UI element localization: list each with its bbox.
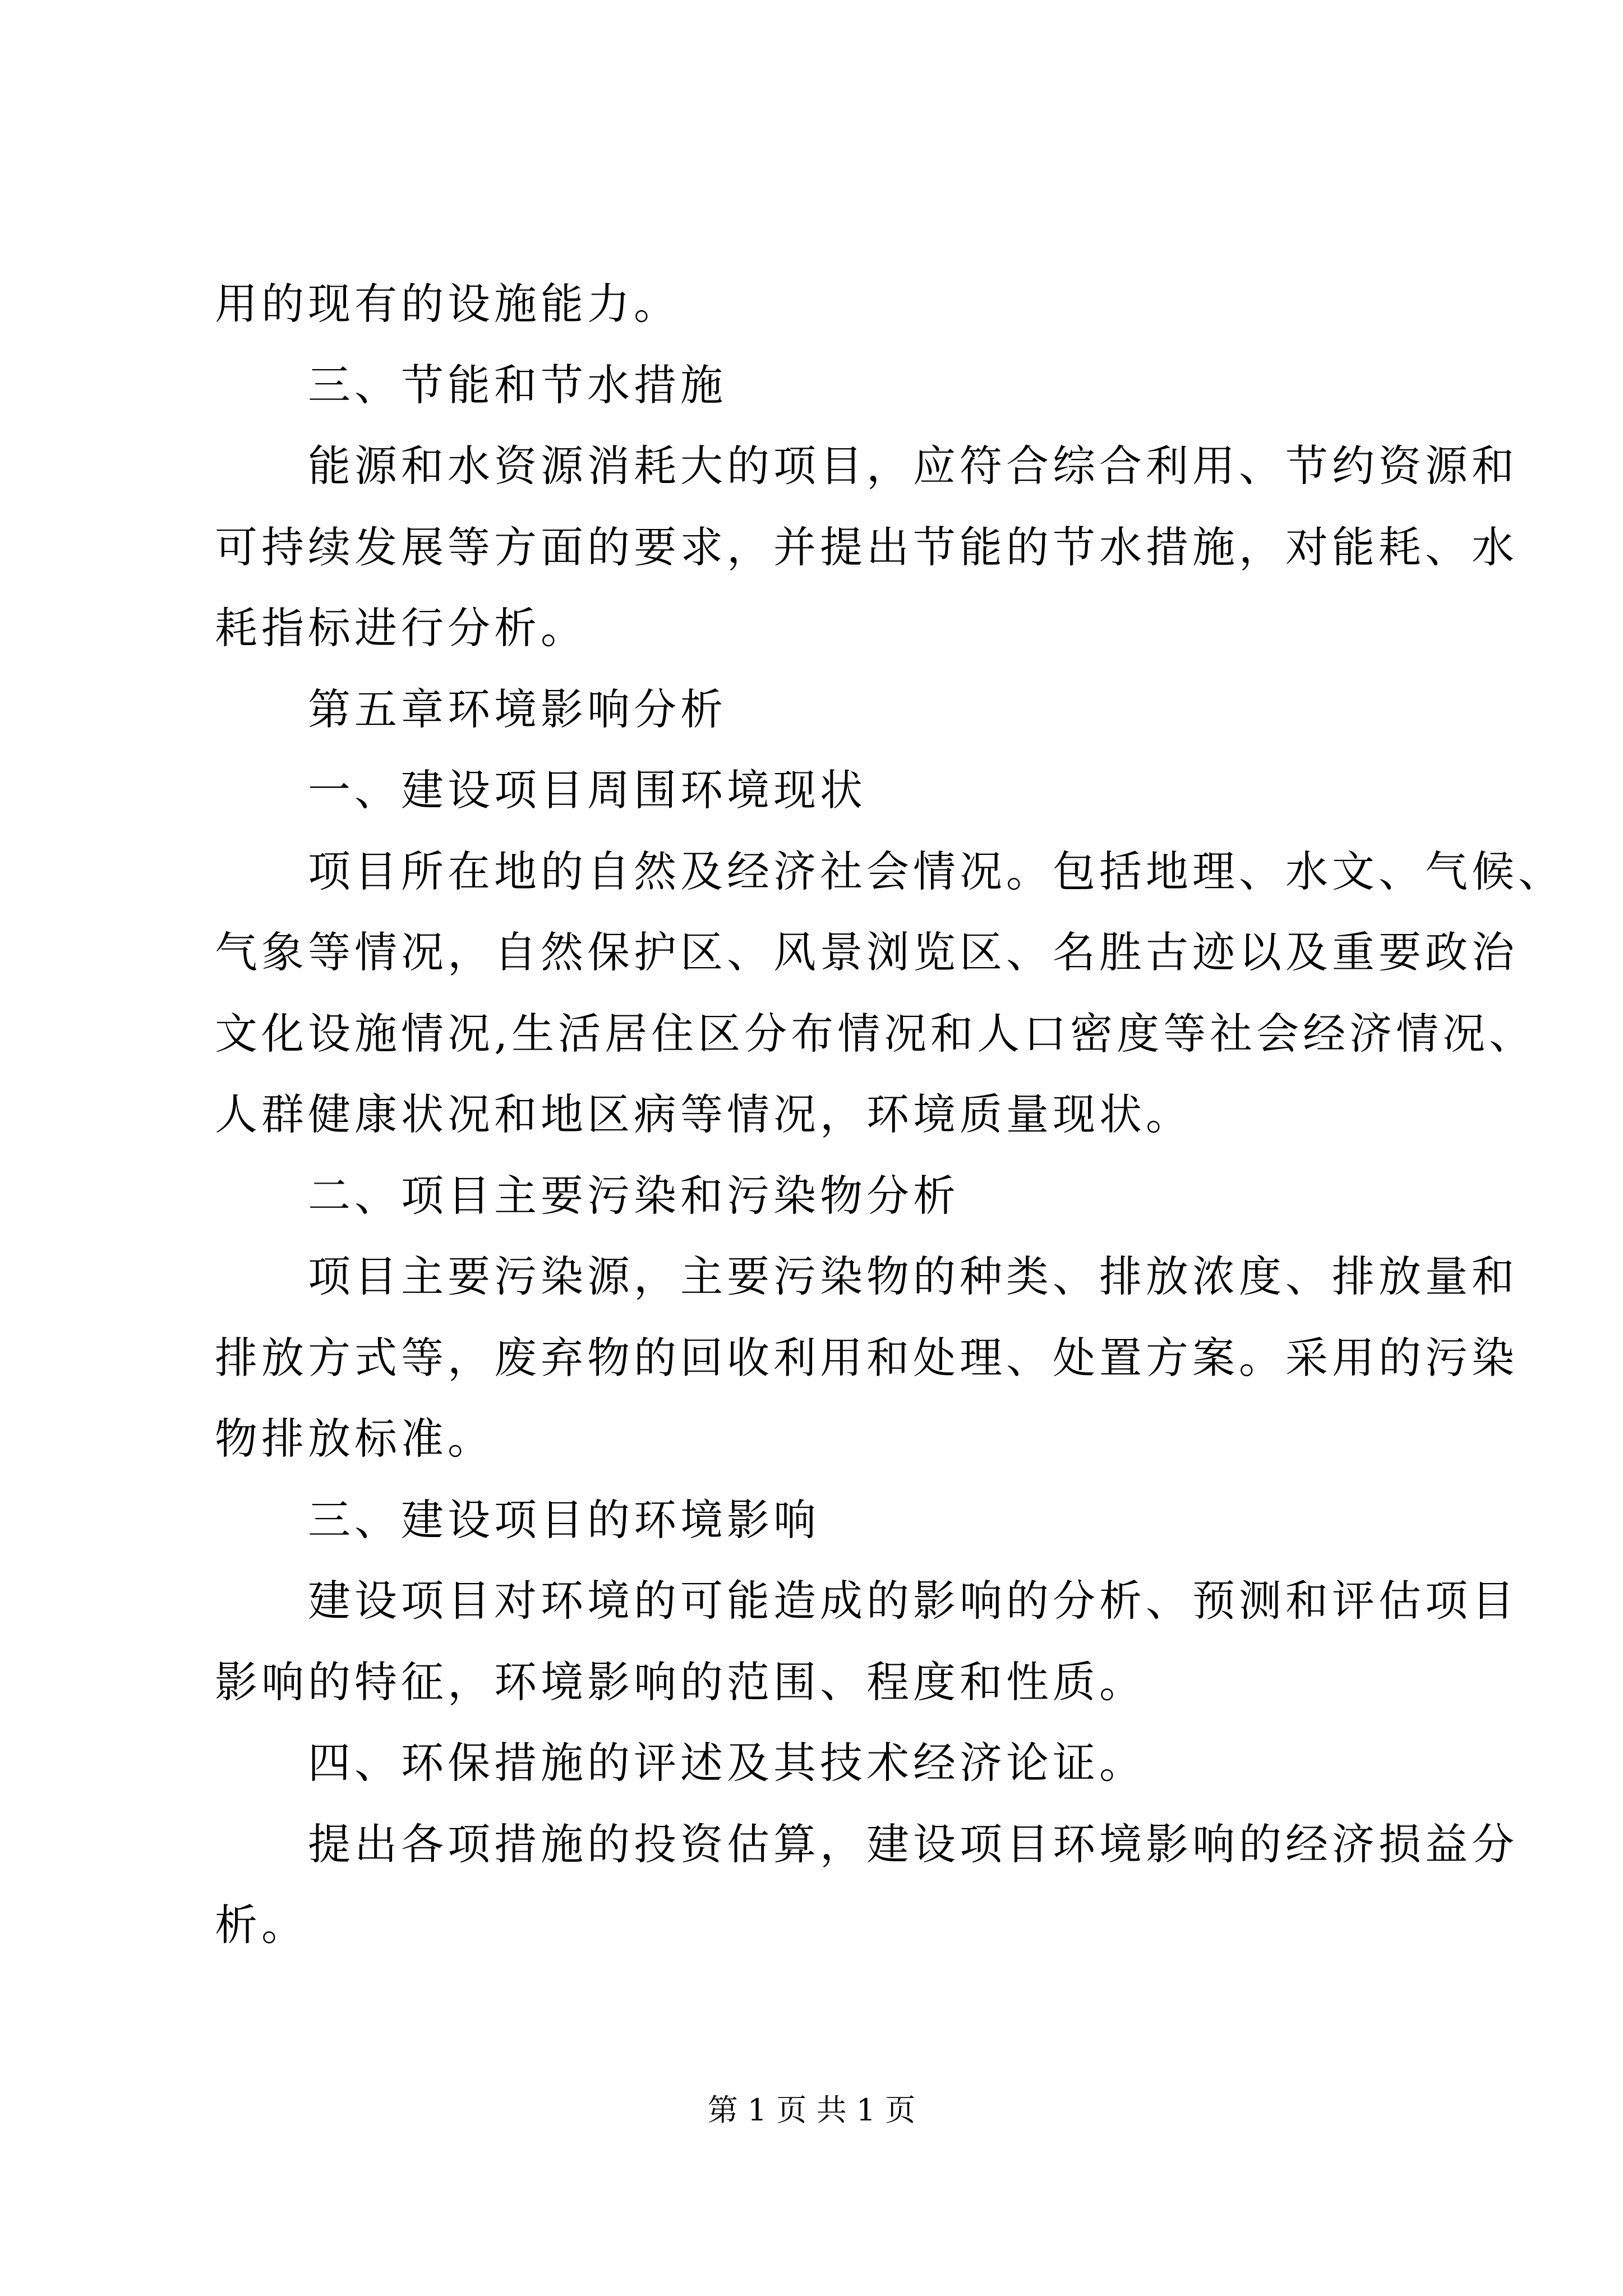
- section-heading: 三、建设项目的环境影响: [308, 1494, 820, 1545]
- section-heading: 三、节能和节水措施: [308, 360, 727, 410]
- section-heading: 二、项目主要污染和污染物分析: [308, 1170, 960, 1221]
- body-line: 项目主要污染源，主要污染物的种类、排放浓度、排放量和: [308, 1251, 1518, 1301]
- section-heading: 一、建设项目周围环境现状: [308, 765, 866, 815]
- body-line: 物排放标准。: [215, 1414, 494, 1464]
- body-line: 影响的特征，环境影响的范围、程度和性质。: [215, 1657, 1146, 1707]
- body-line: 可持续发展等方面的要求，并提出节能的节水措施，对能耗、水: [215, 522, 1518, 572]
- body-line: 气象等情况，自然保护区、风景浏览区、名胜古迹以及重要政治: [215, 927, 1518, 977]
- chapter-heading: 第五章环境影响分析: [308, 684, 727, 734]
- body-line: 文化设施情况,生活居住区分布情况和人口密度等社会经济情况、: [215, 1008, 1536, 1059]
- document-body: [215, 264, 1565, 1966]
- body-line: 排放方式等，废弃物的回收利用和处理、处置方案。采用的污染: [215, 1332, 1518, 1383]
- body-line: 能源和水资源消耗大的项目，应符合综合利用、节约资源和: [308, 441, 1518, 491]
- body-line: 用的现有的设施能力。: [215, 279, 680, 329]
- page-number-footer: 第 1 页 共 1 页: [707, 2092, 916, 2128]
- body-line: 人群健康状况和地区病等情况，环境质量现状。: [215, 1089, 1192, 1139]
- body-line: 项目所在地的自然及经济社会情况。包括地理、水文、气候、: [308, 846, 1565, 896]
- body-line: 析。: [215, 1900, 308, 1950]
- section-heading: 四、环保措施的评述及其技术经济论证。: [308, 1738, 1146, 1788]
- body-line: 提出各项措施的投资估算，建设项目环境影响的经济损益分: [308, 1819, 1518, 1869]
- body-line: 耗指标进行分析。: [215, 603, 587, 653]
- body-line: 建设项目对环境的可能造成的影响的分析、预测和评估项目: [308, 1576, 1518, 1626]
